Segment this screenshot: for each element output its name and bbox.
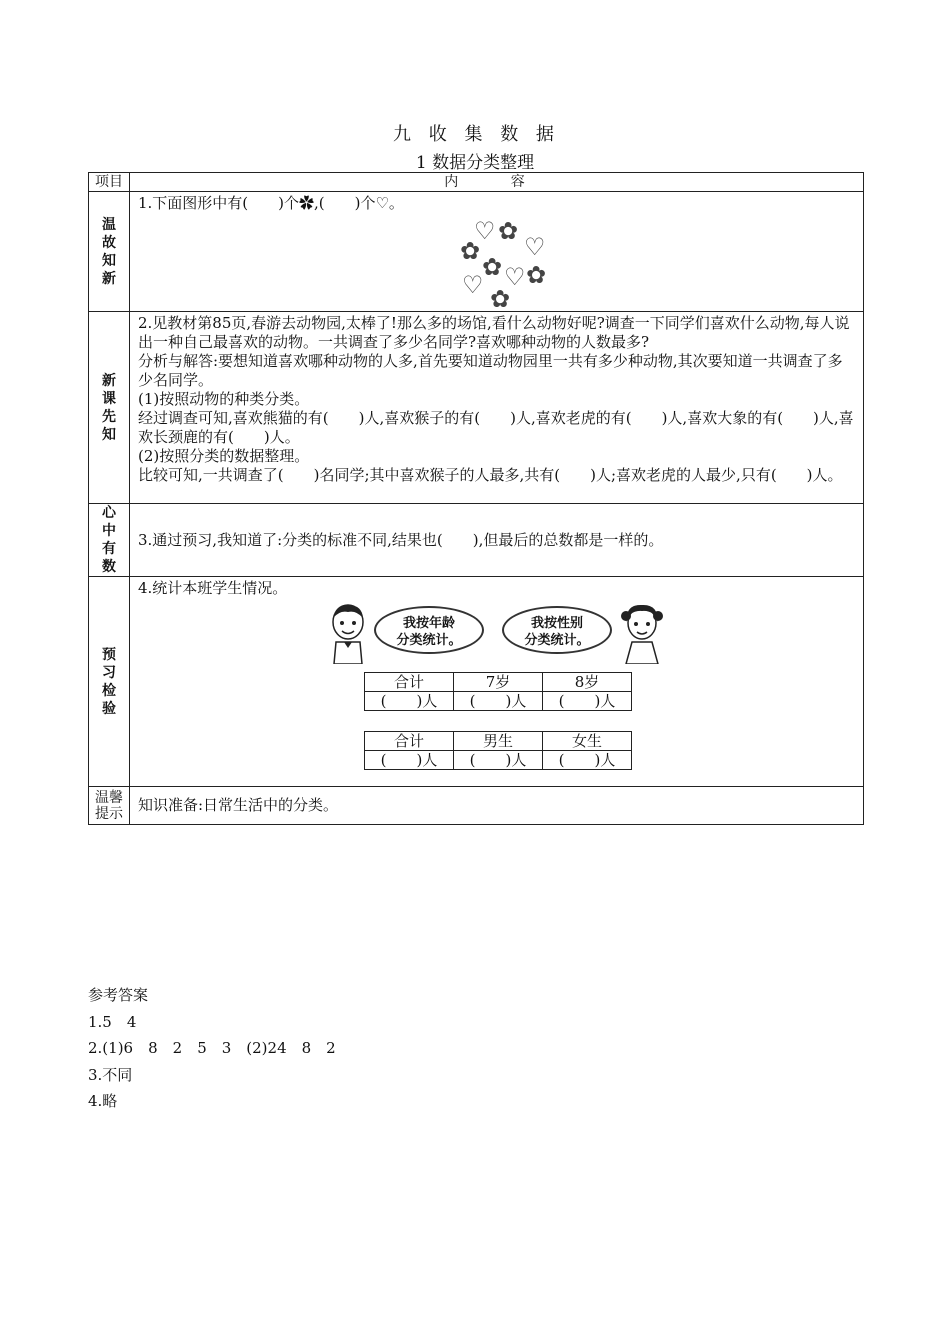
label-char: 课 bbox=[102, 390, 116, 407]
section-check bbox=[89, 577, 864, 787]
answer-key bbox=[88, 982, 336, 1115]
section-tip bbox=[89, 787, 864, 825]
table-header-cell: 合计 bbox=[365, 673, 454, 692]
table-cell: ( )人 bbox=[365, 692, 454, 711]
heart-icon: ♡ bbox=[504, 263, 526, 291]
label-char: 中 bbox=[102, 523, 116, 539]
label-char: 知 bbox=[102, 252, 116, 269]
table-header-cell: 7岁 bbox=[454, 673, 543, 692]
table-header-cell: 合计 bbox=[365, 732, 454, 751]
speech-bubble-age bbox=[374, 606, 484, 654]
step-1: (1)按照动物的种类分类。 bbox=[138, 390, 310, 408]
step-1-result: 经过调查可知,喜欢熊猫的有( )人,喜欢猴子的有( )人,喜欢老虎的有( )人,喜欢大象的有( )人,喜欢长颈鹿的有( )人。 bbox=[138, 409, 854, 446]
analysis: 分析与解答:要想知道喜欢哪种动物的人多,首先要知道动物园里一共有多少种动物,其次要知道一共调查了多少名同学。 bbox=[138, 352, 843, 389]
bubble-text: 分类统计。 bbox=[396, 633, 462, 648]
label-char: 检 bbox=[102, 682, 116, 699]
clover-icon: ✿ bbox=[490, 285, 511, 313]
table-cell: ( )人 bbox=[454, 751, 543, 770]
label-char: 新 bbox=[102, 270, 116, 287]
section-content bbox=[130, 312, 864, 504]
clover-icon: ✿ bbox=[498, 217, 519, 245]
section-summary bbox=[89, 504, 864, 577]
question-2: 2.见教材第85页,春游去动物园,太棒了!那么多的场馆,看什么动物好呢?调查一下同学们喜欢什么动物,每人说出一种自己最喜欢的动物。一共调查了多少名同学?喜欢哪种动物的人数最多? bbox=[138, 314, 850, 351]
clover-icon: ✿ bbox=[526, 261, 547, 289]
table-cell: ( )人 bbox=[543, 692, 632, 711]
header-content: 内 容 bbox=[130, 173, 864, 192]
table-header-cell: 8岁 bbox=[543, 673, 632, 692]
heart-icon: ♡ bbox=[524, 233, 546, 261]
label-char: 温 bbox=[102, 216, 116, 233]
age-table bbox=[364, 672, 632, 711]
question-4: 4.统计本班学生情况。 bbox=[138, 579, 288, 597]
label-char: 预 bbox=[102, 646, 116, 663]
section-label bbox=[89, 787, 130, 825]
chapter-title: 九 收 集 数 据 bbox=[393, 124, 557, 145]
girl-illustration bbox=[620, 602, 664, 664]
label-char: 心 bbox=[102, 505, 116, 521]
table-row bbox=[365, 673, 632, 692]
answer-item: 3.不同 bbox=[88, 1065, 133, 1084]
label-char: 温馨 bbox=[95, 789, 123, 806]
section-label bbox=[89, 504, 130, 577]
step-2-result: 比较可知,一共调查了( )名同学;其中喜欢猴子的人最多,共有( )人;喜欢老虎的人最少,只有( )人。 bbox=[138, 466, 843, 484]
table-header-row bbox=[89, 173, 864, 192]
lesson-title: 1 数据分类整理 bbox=[415, 153, 535, 173]
header-item: 项目 bbox=[89, 173, 130, 192]
table-cell: ( )人 bbox=[543, 751, 632, 770]
table-row bbox=[365, 692, 632, 711]
section-content bbox=[130, 504, 864, 577]
table-row bbox=[365, 751, 632, 770]
heart-icon: ♡ bbox=[462, 271, 484, 299]
answer-item: 2.(1)6 8 2 5 3 (2)24 8 2 bbox=[88, 1039, 336, 1057]
label-char: 先 bbox=[102, 408, 116, 425]
clover-icon: ✿ bbox=[482, 253, 503, 281]
section-label bbox=[89, 192, 130, 312]
label-char: 有 bbox=[102, 541, 116, 557]
table-cell: ( )人 bbox=[454, 692, 543, 711]
bubble-text: 我按年龄 bbox=[402, 616, 455, 631]
section-new-lesson bbox=[89, 312, 864, 504]
answer-title: 参考答案 bbox=[88, 986, 149, 1004]
worksheet-table bbox=[88, 172, 864, 825]
table-header-cell: 女生 bbox=[543, 732, 632, 751]
question-1: 1.下面图形中有( )个✿,( )个♡。 bbox=[138, 194, 404, 212]
section-label bbox=[89, 312, 130, 504]
bubble-text: 我按性别 bbox=[530, 616, 583, 631]
heart-icon: ♡ bbox=[474, 217, 496, 245]
label-char: 习 bbox=[102, 664, 116, 681]
label-char: 验 bbox=[102, 700, 116, 717]
shape-cluster bbox=[460, 217, 560, 313]
answer-item: 4.略 bbox=[88, 1092, 118, 1110]
bubble-text: 分类统计。 bbox=[524, 633, 590, 648]
label-char: 数 bbox=[102, 559, 116, 575]
section-review bbox=[89, 192, 864, 312]
label-char: 新 bbox=[102, 372, 116, 389]
section-label bbox=[89, 577, 130, 787]
label-char: 提示 bbox=[95, 805, 123, 822]
boy-illustration bbox=[326, 602, 370, 664]
section-content bbox=[130, 577, 864, 787]
question-3: 3.通过预习,我知道了:分类的标准不同,结果也( ),但最后的总数都是一样的。 bbox=[138, 530, 664, 549]
clover-icon: ✿ bbox=[460, 237, 481, 265]
gender-table bbox=[364, 731, 632, 770]
label-char: 知 bbox=[102, 426, 116, 443]
label-char: 故 bbox=[102, 234, 116, 251]
section-content bbox=[130, 787, 864, 825]
step-2: (2)按照分类的数据整理。 bbox=[138, 447, 310, 465]
speech-bubble-gender bbox=[502, 606, 612, 654]
tip-text: 知识准备:日常生活中的分类。 bbox=[138, 796, 339, 814]
table-cell: ( )人 bbox=[365, 751, 454, 770]
table-header-cell: 男生 bbox=[454, 732, 543, 751]
answer-item: 1.5 4 bbox=[88, 1012, 137, 1031]
section-content bbox=[130, 192, 864, 312]
illustration bbox=[138, 602, 855, 672]
table-row bbox=[365, 732, 632, 751]
